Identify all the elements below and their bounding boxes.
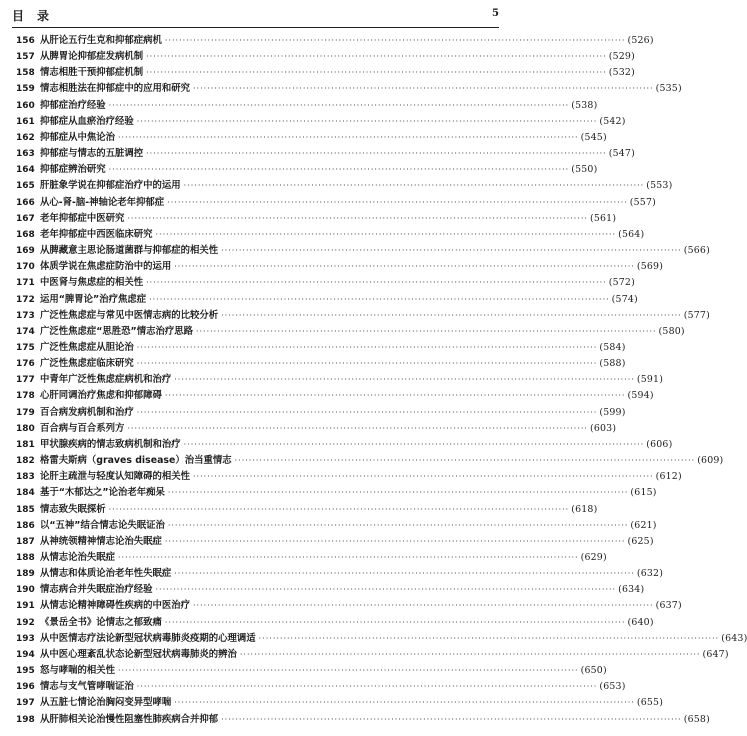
- toc-entry-number: 195: [16, 666, 35, 677]
- toc-entry[interactable]: [16, 485, 657, 501]
- toc-entry[interactable]: [16, 502, 598, 518]
- toc-entry-title: 情志相胜法在抑郁症中的应用和研究: [40, 83, 191, 95]
- toc-entry-number: 196: [16, 682, 35, 693]
- toc-entry-page: (655): [636, 697, 664, 709]
- toc-entry-number: 179: [16, 407, 35, 418]
- toc-entry-title: 广泛性焦虑症从胆论治: [40, 341, 134, 353]
- toc-entry-title: 论肝主疏泄与轻度认知障碍的相关性: [40, 471, 191, 483]
- dot-leader: [137, 405, 598, 421]
- toc-entry-number: 194: [16, 649, 35, 660]
- toc-entry[interactable]: [16, 647, 729, 663]
- toc-entry-number: 190: [16, 585, 35, 596]
- dot-leader: [146, 146, 607, 162]
- toc-entry-title: 以“五神”结合情志论失眠证治: [40, 519, 165, 531]
- toc-entry-number: 170: [16, 262, 35, 273]
- page-title: 目录: [12, 9, 63, 23]
- toc-entry-number: 163: [16, 149, 35, 160]
- toc-entry[interactable]: [16, 695, 664, 711]
- dot-leader: [127, 421, 588, 437]
- toc-entry-number: 172: [16, 294, 35, 305]
- dot-leader: [174, 566, 635, 582]
- toc-entry-page: (658): [683, 713, 710, 725]
- toc-entry[interactable]: [16, 130, 607, 146]
- toc-entry-number: 174: [16, 326, 35, 337]
- toc-entry-number: 171: [16, 278, 35, 289]
- dot-leader: [137, 356, 598, 372]
- toc-entry-page: (535): [655, 83, 682, 95]
- dot-leader: [127, 211, 588, 227]
- toc-entry-number: 181: [16, 439, 35, 450]
- toc-entry-page: (591): [636, 374, 664, 386]
- toc-entry-title: 广泛性焦虑症“思胜恐”情志治疗思路: [40, 325, 193, 337]
- toc-entry-page: (603): [589, 422, 617, 434]
- toc-entry-number: 173: [16, 310, 35, 321]
- toc-entry-page: (615): [630, 487, 657, 499]
- dot-leader: [109, 162, 570, 178]
- dot-leader: [221, 243, 682, 259]
- dot-leader: [184, 178, 645, 194]
- toc-entry[interactable]: [16, 81, 682, 97]
- toc-entry-page: (550): [571, 164, 598, 176]
- toc-entry-page: (538): [571, 99, 598, 111]
- toc-entry-number: 187: [16, 536, 35, 547]
- toc-entry[interactable]: [16, 162, 598, 178]
- toc-entry-number: 178: [16, 391, 35, 402]
- toc-entry-title: 抑郁症从血瘀治疗经验: [40, 115, 134, 127]
- page-header: [0, 0, 511, 30]
- toc-entry[interactable]: [16, 49, 635, 65]
- toc-entry-title: 从脾胃论抑郁症发病机制: [40, 51, 144, 63]
- dot-leader: [118, 130, 579, 146]
- dot-leader: [137, 679, 598, 695]
- toc-entry[interactable]: [16, 243, 710, 259]
- toc-entry-title: 情志与支气管哮喘证治: [40, 681, 134, 693]
- toc-entry[interactable]: [16, 453, 724, 469]
- dot-leader: [156, 227, 617, 243]
- toc-entry-number: 182: [16, 456, 35, 467]
- toc-entry-number: 160: [16, 100, 35, 111]
- header-divider: [12, 27, 499, 28]
- toc-entry-title: 从情志论精神障碍性疾病的中医治疗: [40, 600, 191, 612]
- dot-leader: [184, 437, 645, 453]
- dot-leader: [168, 485, 629, 501]
- toc-entry-page: (588): [599, 358, 626, 370]
- toc-entry-page: (653): [599, 681, 626, 693]
- toc-entry[interactable]: [16, 65, 635, 81]
- toc-entry-page: (637): [655, 600, 682, 612]
- toc-entry[interactable]: [16, 227, 645, 243]
- dot-leader: [146, 275, 607, 291]
- toc-entry-page: (574): [611, 293, 638, 305]
- toc-entry-number: 193: [16, 633, 35, 644]
- toc-entry-number: 177: [16, 375, 35, 386]
- toc-entry[interactable]: [16, 437, 673, 453]
- toc-entry-page: (606): [646, 438, 673, 450]
- toc-entry-title: 老年抑郁症中西医临床研究: [40, 228, 153, 240]
- toc-entry[interactable]: [16, 679, 626, 695]
- dot-leader: [165, 534, 626, 550]
- toc-entry[interactable]: [16, 534, 654, 550]
- toc-entry-number: 192: [16, 617, 35, 628]
- dot-leader: [196, 324, 657, 340]
- toc-entry[interactable]: [16, 178, 673, 194]
- dot-leader: [109, 502, 570, 518]
- toc-entry[interactable]: [16, 598, 682, 614]
- toc-entry-number: 168: [16, 229, 35, 240]
- toc-entry-page: (634): [618, 584, 645, 596]
- toc-entry-title: 从肝肺相关论治慢性阻塞性肺疾病合并抑郁: [40, 713, 219, 725]
- toc-entry-page: (640): [627, 616, 654, 628]
- toc-entry-number: 164: [16, 165, 35, 176]
- toc-entry-title: 百合病与百合系列方: [40, 422, 125, 434]
- toc-entry-number: 167: [16, 213, 35, 224]
- dot-leader: [235, 453, 696, 469]
- toc-entry[interactable]: [16, 275, 635, 291]
- dot-leader: [109, 98, 570, 114]
- toc-entry-title: 情志致失眠探析: [40, 503, 106, 515]
- toc-entry-page: (629): [580, 552, 607, 563]
- toc-entry-page: (569): [636, 261, 664, 273]
- toc-entry-title: 从神统领精神情志论治失眠症: [40, 535, 162, 547]
- dot-leader: [146, 49, 607, 65]
- dot-leader: [165, 33, 626, 49]
- toc-entry[interactable]: [16, 324, 685, 340]
- toc-entry-number: 191: [16, 601, 35, 612]
- dot-leader: [146, 65, 607, 81]
- toc-entry-number: 198: [16, 714, 35, 725]
- toc-entry-number: 166: [16, 197, 35, 208]
- toc-entry-page: (632): [636, 568, 664, 580]
- toc-entry-number: 188: [16, 553, 35, 563]
- toc-entry-title: 格雷夫斯病（graves disease）治当重情志: [40, 455, 232, 467]
- toc-entry-number: 158: [16, 68, 35, 79]
- toc-entry-number: 184: [16, 488, 35, 499]
- toc-entry-page: (650): [580, 665, 607, 677]
- toc-entry-page: (529): [608, 51, 635, 63]
- toc-entry[interactable]: [16, 98, 598, 114]
- toc-entry-number: 186: [16, 520, 35, 531]
- toc-entry-number: 157: [16, 52, 35, 63]
- dot-leader: [221, 712, 682, 728]
- toc-entry-number: 197: [16, 698, 35, 709]
- toc-entry-title: 抑郁症从中焦论治: [40, 131, 116, 143]
- toc-entry-number: 161: [16, 116, 35, 127]
- toc-entry-title: 基于“木郁达之”论治老年痴呆: [40, 487, 165, 499]
- dot-leader: [174, 695, 635, 711]
- toc-entry[interactable]: [16, 114, 626, 130]
- toc-entry-title: 体质学说在焦虑症防治中的运用: [40, 261, 172, 273]
- toc-entry[interactable]: [16, 405, 626, 421]
- toc-entry-title: 百合病发病机制和治疗: [40, 406, 134, 418]
- dot-leader: [259, 631, 720, 647]
- toc-entry[interactable]: [16, 631, 747, 647]
- toc-entry[interactable]: [16, 421, 617, 437]
- toc-entry-title: 从中医情志疗法论新型冠状病毒肺炎疫期的心理调适: [40, 632, 256, 644]
- dot-leader: [118, 550, 579, 566]
- toc-entry-page: (553): [646, 180, 673, 192]
- toc-entry-number: 175: [16, 342, 35, 353]
- toc-entry-page: (580): [658, 325, 685, 337]
- dot-leader: [156, 582, 617, 598]
- dot-leader: [149, 292, 610, 308]
- toc-entry[interactable]: [16, 33, 654, 49]
- toc-entry-page: (545): [580, 131, 607, 143]
- toc-entry-title: 从脾藏意主思论肠道菌群与抑郁症的相关性: [40, 245, 219, 257]
- toc-entry-title: 从心-肾-脑-神轴论老年抑郁症: [40, 196, 165, 208]
- toc-entry-page: (561): [589, 212, 617, 224]
- page-number: 5: [492, 8, 499, 19]
- toc-entry[interactable]: [16, 712, 710, 728]
- dot-leader: [174, 372, 635, 388]
- dot-leader: [193, 469, 654, 485]
- toc-entry-page: (526): [627, 35, 654, 46]
- dot-leader: [137, 114, 598, 130]
- toc-entry-page: (572): [608, 277, 635, 289]
- toc-entry[interactable]: [16, 259, 664, 275]
- dot-leader: [174, 259, 635, 275]
- dot-leader: [240, 647, 701, 663]
- toc-entry[interactable]: [16, 582, 645, 598]
- dot-leader: [193, 81, 654, 97]
- toc-entry-page: (584): [599, 341, 626, 353]
- toc-entry-number: 176: [16, 359, 35, 370]
- toc-entry-number: 162: [16, 132, 35, 143]
- toc-entry[interactable]: [16, 292, 638, 308]
- toc-entry-title: 情志病合并失眠症治疗经验: [40, 584, 153, 596]
- toc-entry-page: (643): [721, 632, 747, 644]
- toc-entry[interactable]: [16, 372, 664, 388]
- dot-leader: [168, 518, 629, 534]
- toc-entry[interactable]: [16, 308, 710, 324]
- toc-entry-title: 抑郁症治疗经验: [40, 99, 106, 111]
- toc-entry-title: 《景岳全书》论情志之郁致痛: [40, 616, 162, 628]
- toc-entry-title: 广泛性焦虑症临床研究: [40, 358, 134, 370]
- toc-entry-page: (621): [630, 519, 657, 531]
- toc-entry-title: 从肝论五行生克和抑郁症病机: [40, 35, 162, 46]
- toc-entry-title: 情志相胜干预抑郁症机制: [40, 67, 144, 79]
- toc-entry[interactable]: [16, 663, 607, 679]
- toc-entry-title: 甲状腺疾病的情志致病机制和治疗: [40, 438, 181, 450]
- toc-entry[interactable]: [16, 518, 657, 534]
- toc-entry-title: 心肝同调治疗焦虑和抑郁障碍: [40, 390, 162, 402]
- toc-entry-title: 老年抑郁症中医研究: [40, 212, 125, 224]
- toc-entry-number: 189: [16, 569, 35, 580]
- toc-entry-page: (577): [683, 309, 710, 321]
- toc-entry-page: (532): [608, 67, 635, 79]
- dot-leader: [165, 615, 626, 631]
- toc-entry[interactable]: [16, 340, 626, 356]
- dot-leader: [193, 598, 654, 614]
- toc-entry[interactable]: [16, 566, 664, 582]
- toc-entry-number: 185: [16, 504, 35, 515]
- table-of-contents: [16, 33, 747, 728]
- toc-entry-number: 169: [16, 246, 35, 257]
- toc-entry-page: (594): [627, 390, 654, 402]
- toc-entry[interactable]: [16, 211, 617, 227]
- toc-entry-number: 156: [16, 36, 35, 46]
- toc-entry-title: 广泛性焦虑症与常见中医情志病的比较分析: [40, 309, 219, 321]
- toc-entry-title: 从中医心理紊乱状态论新型冠状病毒肺炎的辨治: [40, 648, 237, 660]
- toc-entry-title: 从五脏七情论治胸闷变异型哮喘: [40, 697, 172, 709]
- toc-entry-title: 中青年广泛性焦虑症病机和治疗: [40, 374, 172, 386]
- toc-entry-number: 159: [16, 84, 35, 95]
- toc-entry[interactable]: [16, 469, 682, 485]
- toc-entry-title: 肝脏象学说在抑郁症治疗中的运用: [40, 180, 181, 192]
- toc-entry-page: (547): [608, 148, 635, 160]
- toc-entry-page: (564): [618, 228, 645, 240]
- toc-entry-page: (618): [571, 503, 598, 515]
- toc-entry[interactable]: [16, 388, 654, 404]
- toc-entry-page: (542): [599, 115, 626, 127]
- dot-leader: [165, 388, 626, 404]
- toc-entry-page: (609): [697, 455, 724, 467]
- toc-entry-title: 中医肾与焦虑症的相关性: [40, 277, 144, 289]
- toc-entry[interactable]: [16, 195, 656, 211]
- dot-leader: [118, 663, 579, 679]
- toc-entry[interactable]: [16, 550, 607, 566]
- toc-entry-title: 抑郁症辨治研究: [40, 164, 106, 176]
- toc-entry-title: 从情志和体质论治老年性失眠症: [40, 568, 172, 580]
- dot-leader: [167, 195, 628, 211]
- toc-entry[interactable]: [16, 356, 626, 372]
- toc-entry-title: 从情志论治失眠症: [40, 552, 116, 563]
- toc-entry-number: 180: [16, 423, 35, 434]
- dot-leader: [137, 340, 598, 356]
- toc-entry-page: (612): [655, 471, 682, 483]
- dot-leader: [221, 308, 682, 324]
- toc-entry-page: (625): [627, 535, 654, 547]
- toc-entry[interactable]: [16, 146, 635, 162]
- toc-entry-page: (566): [683, 245, 710, 257]
- toc-entry-page: (599): [599, 406, 626, 418]
- toc-entry-number: 165: [16, 181, 35, 192]
- toc-entry-number: 183: [16, 472, 35, 483]
- toc-entry-title: 怒与哮喘的相关性: [40, 665, 116, 677]
- toc-entry-title: 抑郁症与情志的五脏调控: [40, 148, 144, 160]
- toc-entry-title: 运用“脾胃论”治疗焦虑症: [40, 293, 147, 305]
- toc-entry-page: (647): [702, 648, 729, 660]
- toc-entry[interactable]: [16, 615, 654, 631]
- toc-entry-page: (557): [629, 196, 656, 208]
